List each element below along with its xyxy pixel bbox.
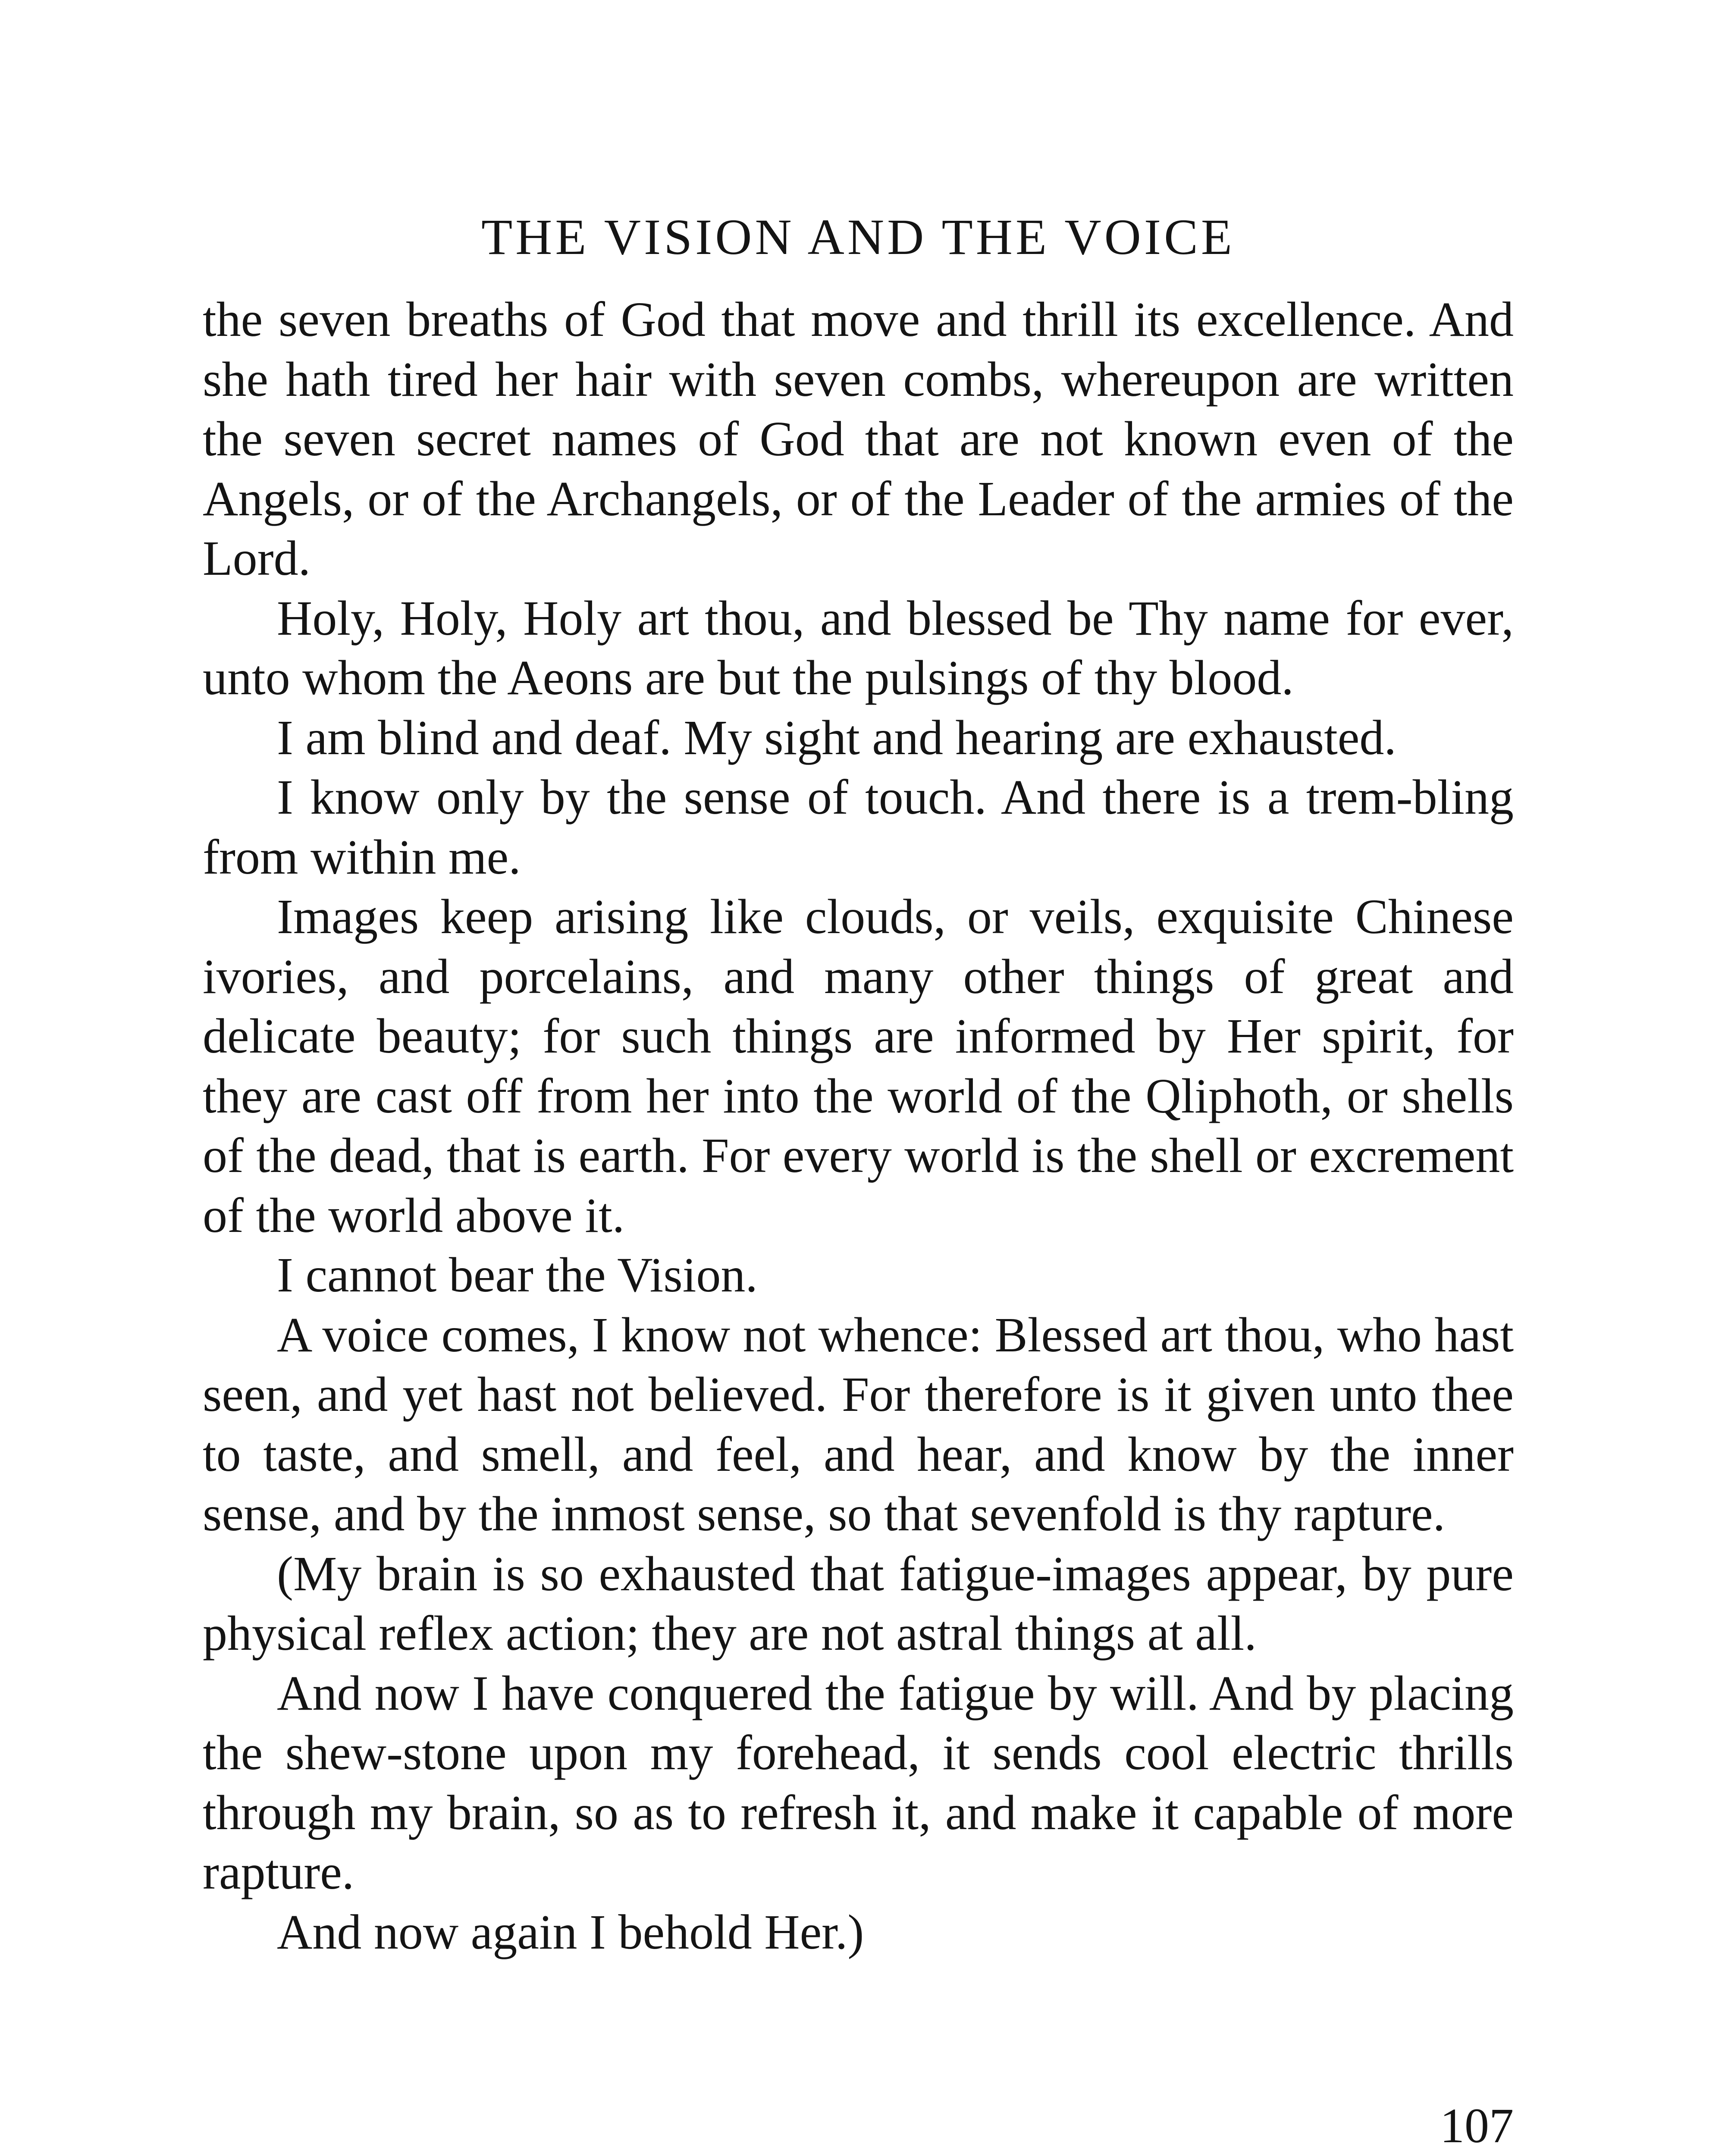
paragraph: And now I have conquered the fatigue by will. And by placing the shew-stone upon my forehead, it sends cool electric thrills through my brain, so as to refresh it, and make it capable of more rapture. bbox=[203, 1665, 1514, 1899]
paragraph: Images keep arising like clouds, or veils, exquisite Chinese ivories, and porcelains, and many other things of great and delicate beauty; for such things are informed by Her spirit, for they are cast off from her into the world of the Qliphoth, or shells of the dead, that is earth. For every world is the shell or excrement of the world above it. bbox=[203, 889, 1514, 1243]
paragraph: I am blind and deaf. My sight and hearing are exhausted. bbox=[277, 710, 1396, 765]
paragraph: (My brain is so exhausted that fatigue-images appear, by pure physical reflex action; they are not astral things at all. bbox=[203, 1546, 1514, 1661]
body-text bbox=[203, 290, 1514, 1962]
paragraph: A voice comes, I know not whence: Blessed art thou, who hast seen, and yet hast not believed. For therefore is it given unto thee to taste, and smell, and feel, and hear, and know by the inner sense, and by the inmost sense, so that sevenfold is thy rapture. bbox=[203, 1307, 1514, 1541]
page-number: 107 bbox=[1440, 2098, 1514, 2153]
running-head: THE VISION AND THE VOICE bbox=[481, 209, 1235, 265]
paragraph: I cannot bear the Vision. bbox=[277, 1247, 758, 1302]
paragraph: Holy, Holy, Holy art thou, and blessed be Thy name for ever, unto whom the Aeons are but the pulsings of thy blood. bbox=[203, 590, 1514, 705]
paragraph: I know only by the sense of touch. And there is a trem-bling from within me. bbox=[203, 770, 1514, 884]
paragraph: And now again I behold Her.) bbox=[277, 1904, 864, 1959]
paragraph-continuation: the seven breaths of God that move and thrill its excellence. And she hath tired her hair with seven combs, whereupon are written the seven secret names of God that are not known even of the Angels, or of the Archangels, or of the Leader of the armies of the Lord. bbox=[203, 292, 1514, 586]
